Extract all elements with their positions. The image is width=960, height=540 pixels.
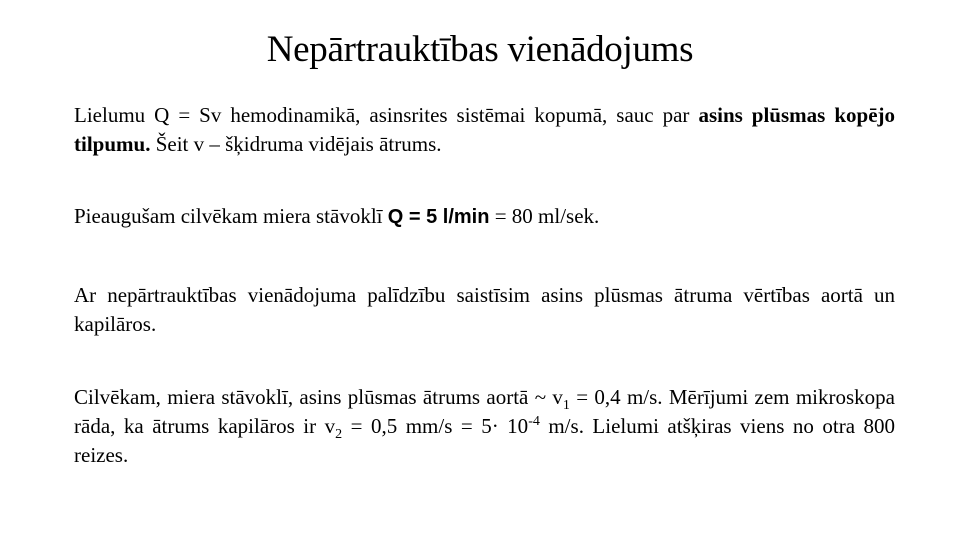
- paragraph-continuity: [74, 281, 895, 339]
- paragraph-text: Cilvēkam, miera stāvoklī, asins plūsmas ātrums aortā ~ v: [74, 385, 563, 409]
- bold-value: Q = 5 l/min: [387, 206, 490, 228]
- paragraph-text: = 80 ml/sek.: [489, 204, 600, 228]
- paragraph-velocities: [74, 383, 895, 470]
- subscript: 2: [335, 427, 343, 443]
- subscript: 1: [562, 398, 570, 414]
- paragraph-adult-flow: [74, 202, 895, 232]
- paragraph-flow-volume: [74, 101, 895, 159]
- paragraph-text: Šeit v – šķidruma vidējais ātrums.: [150, 132, 442, 156]
- paragraph-text: Pieaugušam cilvēkam miera stāvoklī: [74, 204, 388, 228]
- superscript: -4: [528, 414, 540, 429]
- slide-title: Nepārtrauktības vienādojums: [266, 29, 694, 70]
- paragraph-text: m/s. Lielumi atšķiras viens no otra 800 reizes.: [74, 414, 896, 467]
- paragraph-text: = 0,5 mm/s = 5· 10: [342, 414, 529, 438]
- bold-term: asins plūsmas kopējo tilpumu.: [74, 103, 896, 156]
- paragraph-text: = 0,4 m/s. Mērījumi zem mikroskopa rāda, ka ātrums kapilāros ir v: [74, 385, 895, 438]
- paragraph-text: Ar nepārtrauktības vienādojuma palīdzību saistīsim asins plūsmas ātruma vērtības aortā un kapilāros.: [74, 283, 895, 336]
- paragraph-text: Lielumu Q = Sv hemodinamikā, asinsrites sistēmai kopumā, sauc par: [74, 103, 699, 127]
